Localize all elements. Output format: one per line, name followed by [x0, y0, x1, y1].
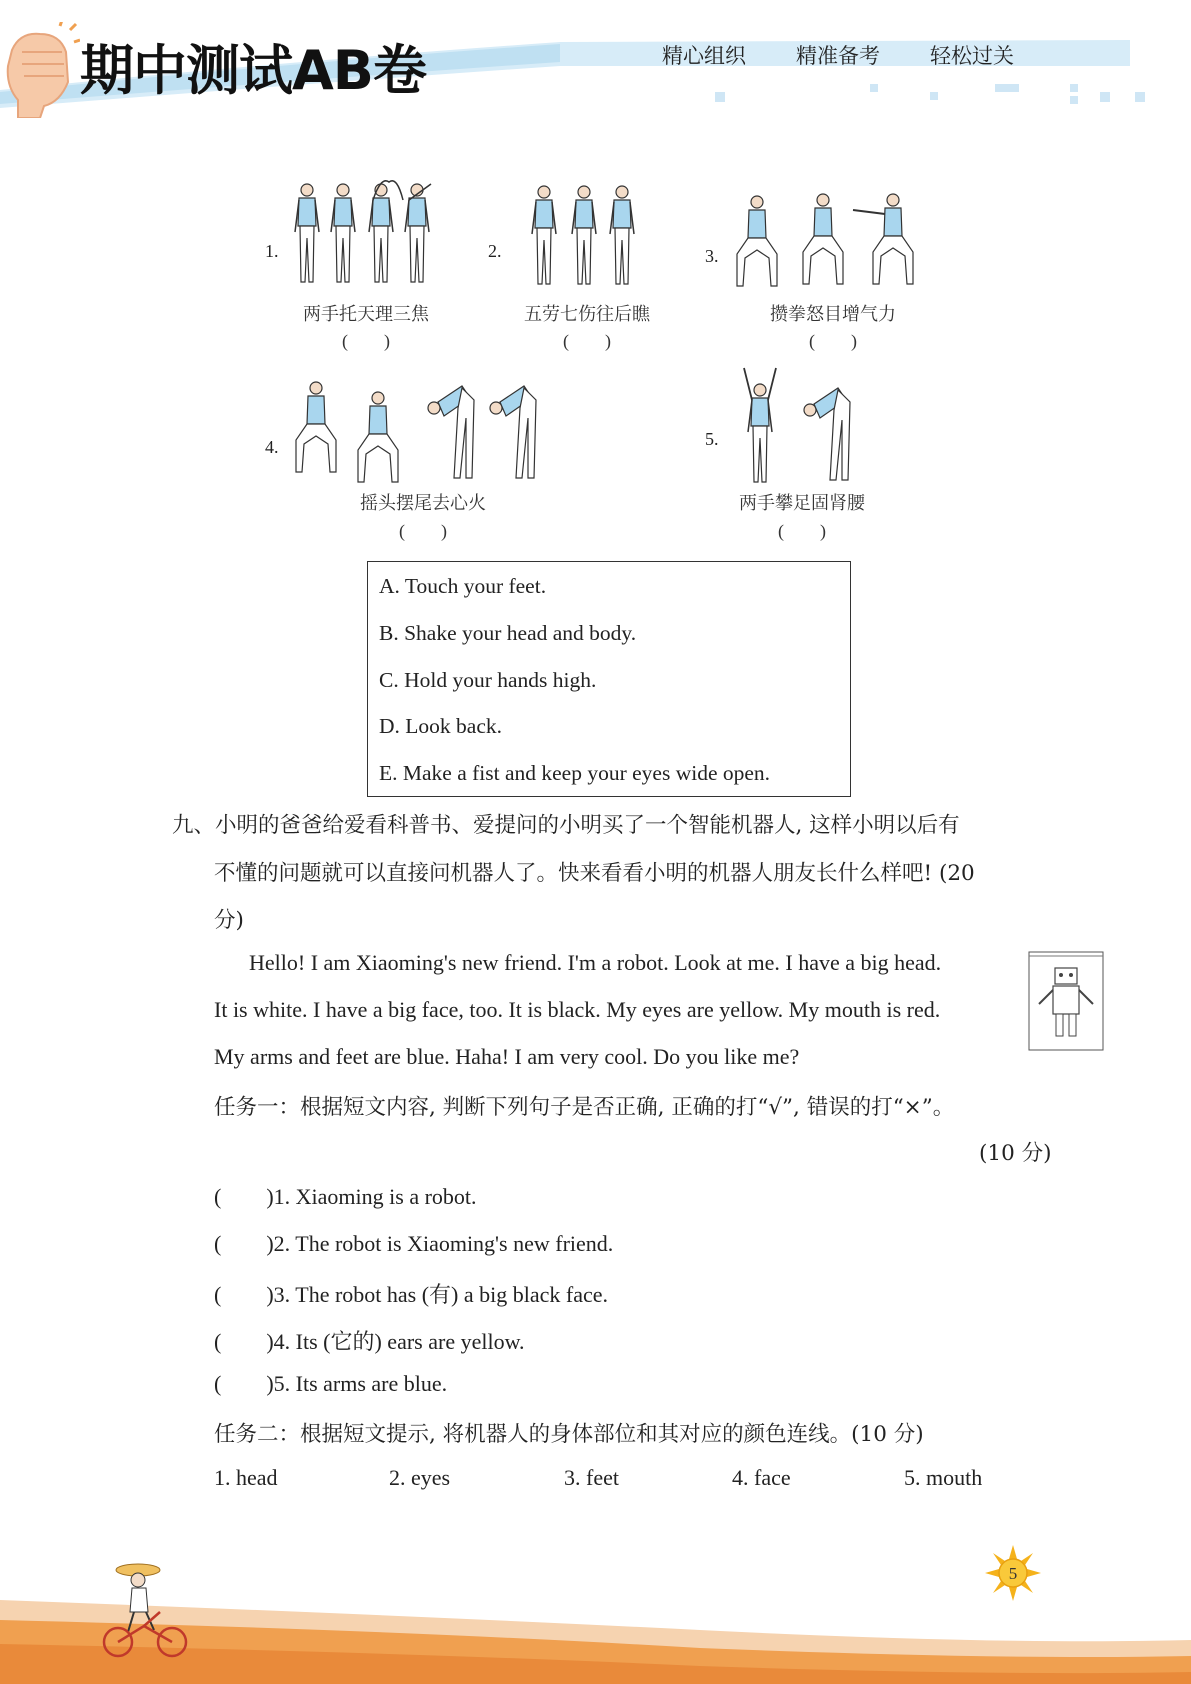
section-9-intro: 不懂的问题就可以直接问机器人了。快来看看小明的机器人朋友长什么样吧! (20: [214, 861, 975, 886]
exercise-figure-4: [292, 376, 554, 484]
page-title: 期中测试AB卷: [80, 39, 426, 102]
exercise-number: 1.: [265, 241, 279, 261]
option-e: E. Make a fist and keep your eyes wide open.: [379, 761, 771, 785]
passage-line: Hello! I am Xiaoming's new friend. I'm a robot. Look at me. I have a big head.: [249, 950, 942, 975]
question-text: )2. The robot is Xiaoming's new friend.: [266, 1231, 614, 1256]
header-slogan: 精心组织 精准备考 轻松过关: [662, 44, 1015, 68]
body-part-item[interactable]: 1. head: [214, 1465, 278, 1490]
passage-line: It is white. I have a big face, too. It is black. My eyes are yellow. My mouth is red.: [214, 997, 941, 1022]
exercise-number: 4.: [265, 437, 279, 457]
option-a: A. Touch your feet.: [379, 574, 547, 598]
task-2-instruction: 任务二：根据短文提示, 将机器人的身体部位和其对应的颜色连线。(10 分): [214, 1422, 924, 1447]
exercise-caption: 两手托天理三焦: [303, 304, 429, 324]
answer-paren[interactable]: (: [214, 1282, 222, 1307]
question-text: )1. Xiaoming is a robot.: [266, 1184, 477, 1209]
body-part-item[interactable]: 5. mouth: [904, 1465, 983, 1490]
fist-icon: [0, 22, 80, 118]
options-box: [367, 561, 851, 797]
answer-paren[interactable]: (: [214, 1184, 222, 1209]
answer-paren[interactable]: (: [214, 1371, 222, 1396]
robot-illustration: [1025, 946, 1107, 1058]
passage-line: My arms and feet are blue. Haha! I am very cool. Do you like me?: [214, 1044, 800, 1069]
page-number: 5: [1008, 1564, 1018, 1583]
section-9-intro: 九、小明的爸爸给爱看科普书、爱提问的小明买了一个智能机器人, 这样小明以后有: [172, 813, 960, 838]
exercise-number: 2.: [488, 241, 502, 261]
task-1-instruction: 任务一：根据短文内容, 判断下列句子是否正确, 正确的打“√”, 错误的打“×”。: [214, 1095, 955, 1120]
exercise-caption: 攒拳怒目增气力: [770, 304, 896, 324]
judge-question-3: [214, 1278, 608, 1309]
exercise-figure-2: [526, 176, 646, 288]
exercise-figure-5: [742, 366, 862, 484]
judge-question-2: [214, 1231, 613, 1257]
body-part-item[interactable]: 4. face: [732, 1465, 791, 1490]
exercise-caption: 摇头摆尾去心火: [360, 493, 486, 513]
answer-blank[interactable]: ( ): [342, 331, 390, 351]
exercise-caption: 两手攀足固肾腰: [739, 493, 865, 513]
option-b: B. Shake your head and body.: [379, 621, 637, 645]
exercise-figure-3: [733, 184, 933, 296]
judge-question-5: [214, 1371, 447, 1397]
answer-blank[interactable]: ( ): [399, 521, 447, 541]
section-9-intro: 分): [214, 908, 244, 933]
judge-question-4: [214, 1325, 525, 1356]
question-text: )4. Its (它的) ears are yellow.: [266, 1329, 525, 1354]
answer-paren[interactable]: (: [214, 1231, 222, 1256]
answer-blank[interactable]: ( ): [778, 521, 826, 541]
exercise-caption: 五劳七伤往后瞧: [524, 304, 650, 324]
answer-blank[interactable]: ( ): [809, 331, 857, 351]
body-part-item[interactable]: 3. feet: [564, 1465, 619, 1490]
cyclist-icon: [98, 1560, 194, 1660]
task-1-score: (10 分): [979, 1141, 1052, 1166]
exercise-number: 5.: [705, 429, 719, 449]
judge-question-1: [214, 1184, 477, 1210]
option-c: C. Hold your hands high.: [379, 668, 597, 692]
answer-blank[interactable]: ( ): [563, 331, 611, 351]
question-text: )5. Its arms are blue.: [266, 1371, 448, 1396]
exercise-number: 3.: [705, 246, 719, 266]
question-text: )3. The robot has (有) a big black face.: [266, 1282, 609, 1307]
option-d: D. Look back.: [379, 714, 502, 738]
answer-paren[interactable]: (: [214, 1329, 222, 1354]
body-part-item[interactable]: 2. eyes: [389, 1465, 451, 1490]
exercise-figure-1: [291, 176, 441, 288]
